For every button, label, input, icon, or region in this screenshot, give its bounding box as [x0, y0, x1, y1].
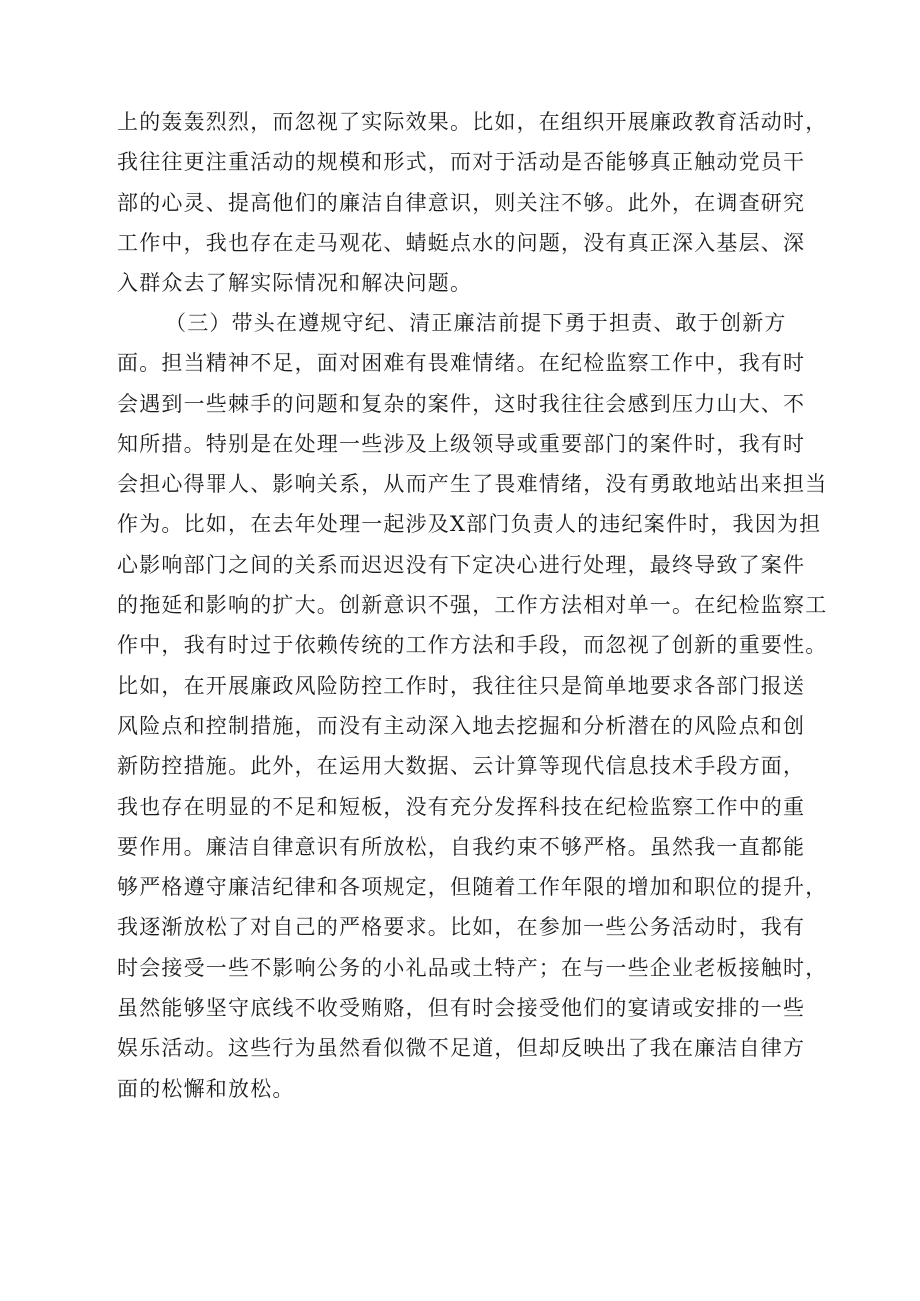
- paragraph-continuation: [117, 102, 837, 303]
- text-line: 工作中，我也存在走马观花、蜻蜓点水的问题，没有真正深入基层、深: [117, 230, 806, 255]
- text-line: 我逐渐放松了对自己的严格要求。比如，在参加一些公务活动时，我有: [117, 915, 806, 940]
- text-line: 风险点和控制措施，而没有主动深入地去挖掘和分析潜在的风险点和创: [117, 713, 806, 738]
- text-line: 我往往更注重活动的规模和形式，而对于活动是否能够真正触动党员干: [117, 150, 806, 175]
- text-line: 会遇到一些棘手的问题和复杂的案件，这时我往往会感到压力山大、不: [117, 391, 806, 416]
- text-line: 作中，我有时过于依赖传统的工作方法和手段，而忽视了创新的重要性。: [117, 633, 828, 658]
- text-line: 知所措。特别是在处理一些涉及上级领导或重要部门的案件时，我有时: [117, 431, 806, 456]
- text-line: 面。担当精神不足，面对困难有畏难情绪。在纪检监察工作中，我有时: [117, 351, 806, 376]
- text-line: 娱乐活动。这些行为虽然看似微不足道，但却反映出了我在廉洁自律方: [117, 1036, 806, 1061]
- text-line: 新防控措施。此外，在运用大数据、云计算等现代信息技术手段方面，: [117, 754, 806, 779]
- text-line: 心影响部门之间的关系而迟迟没有下定决心进行处理，最终导致了案件: [117, 552, 806, 577]
- section-heading-line: （三）带头在遵规守纪、清正廉洁前提下勇于担责、敢于创新方: [165, 311, 787, 335]
- text-line: 面的松懈和放松。: [117, 1076, 295, 1101]
- text-line: 的拖延和影响的扩大。创新意识不强，工作方法相对单一。在纪检监察工: [117, 593, 828, 618]
- text-line: 上的轰轰烈烈，而忽视了实际效果。比如，在组织开展廉政教育活动时，: [117, 110, 828, 134]
- text-line: 时会接受一些不影响公务的小礼品或土特产；在与一些企业老板接触时，: [117, 955, 828, 980]
- text-line: 虽然能够坚守底线不收受贿赂，但有时会接受他们的宴请或安排的一些: [117, 996, 806, 1021]
- text-line: 作为。比如，在去年处理一起涉及X部门负责人的违纪案件时，我因为担: [117, 512, 822, 537]
- text-line: 比如，在开展廉政风险防控工作时，我往往只是简单地要求各部门报送: [117, 673, 806, 698]
- paragraph-section-three: [117, 303, 837, 1109]
- text-line: 我也存在明显的不足和短板，没有充分发挥科技在纪检监察工作中的重: [117, 794, 806, 819]
- text-line: 部的心灵、提高他们的廉洁自律意识，则关注不够。此外，在调查研究: [117, 190, 806, 215]
- text-line: 够严格遵守廉洁纪律和各项规定，但随着工作年限的增加和职位的提升，: [117, 875, 828, 900]
- text-line: 要作用。廉洁自律意识有所放松，自我约束不够严格。虽然我一直都能: [117, 834, 806, 859]
- text-line: 会担心得罪人、影响关系，从而产生了畏难情绪，没有勇敢地站出来担当: [117, 472, 828, 497]
- text-line: 入群众去了解实际情况和解决问题。: [117, 271, 473, 296]
